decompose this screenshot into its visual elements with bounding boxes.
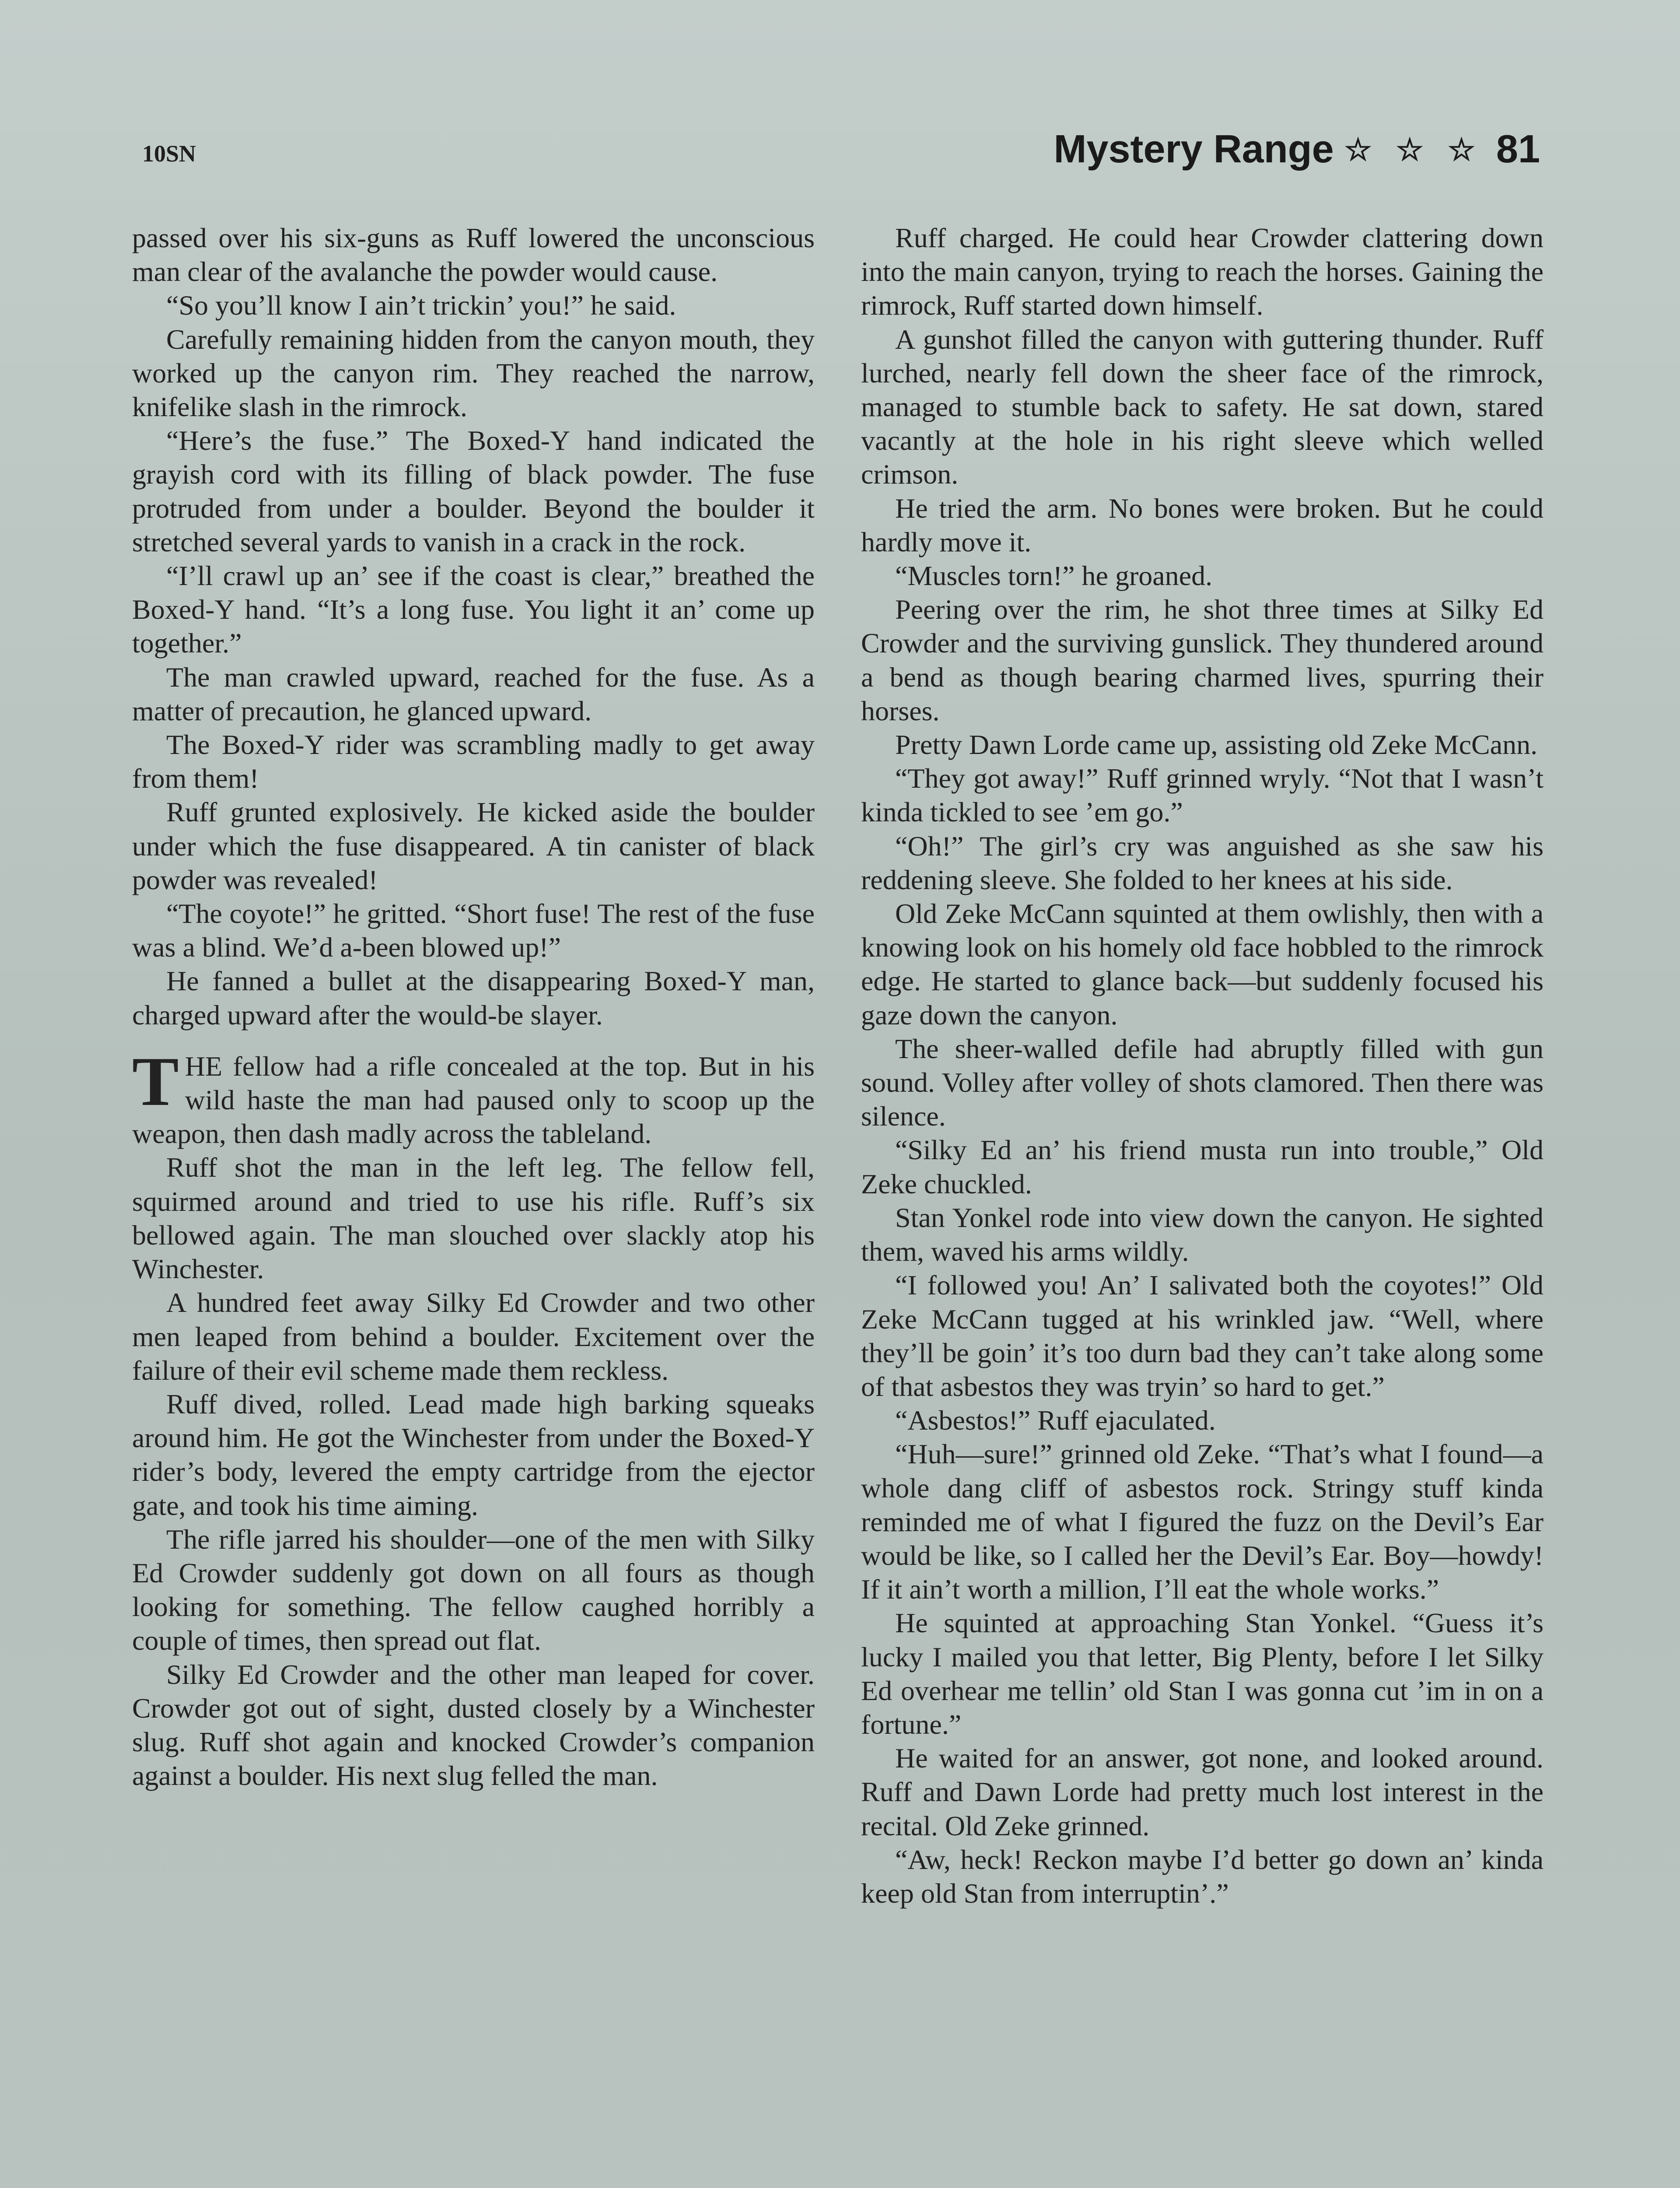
paragraph: Ruff charged. He could hear Crowder clattering down into the main canyon, trying to reach the horses. Gaining the rimrock, Ruff started down himself. (861, 222, 1544, 321)
paragraph: A hundred feet away Silky Ed Crowder and two other men leaped from behind a boulder. Excitement over the failure of their evil scheme made them reckless. (132, 1287, 815, 1386)
paragraph: “I’ll crawl up an’ see if the coast is clear,” breathed the Boxed-Y hand. “It’s a long fuse. You light it an’ come up together.” (132, 560, 815, 659)
paragraph: Carefully remaining hidden from the canyon mouth, they worked up the canyon rim. They reached the narrow, knifelike slash in the rimrock. (132, 323, 815, 423)
drop-cap-text: HE fellow had a rifle concealed at the top. But in his wild haste the man had paused only to scoop up the weapon, then dash madly across the tableland. (132, 1050, 815, 1150)
paragraph: He waited for an answer, got none, and looked around. Ruff and Dawn Lorde had pretty much lost interest in the recital. Old Zeke grinned. (861, 1743, 1544, 1841)
paragraph: “The coyote!” he gritted. “Short fuse! The rest of the fuse was a blind. We’d a-been blowed up!” (132, 898, 815, 963)
paragraph: He squinted at approaching Stan Yonkel. “Guess it’s lucky I mailed you that letter, Big Plenty, before I let Silky Ed overhear me tellin’ old Stan I was gonna cut ’im in on a fortune.” (861, 1607, 1544, 1740)
paragraph: Ruff dived, rolled. Lead made high barking squeaks around him. He got the Winchester from under the Boxed-Y rider’s body, levered the empty cartridge from the ejector gate, and took his time aiming. (132, 1388, 815, 1521)
paragraph: “Asbestos!” Ruff ejaculated. (895, 1405, 1216, 1436)
paragraph: The sheer-walled defile had abruptly filled with gun sound. Volley after volley of shots clamored. Then there was silence. (861, 1033, 1544, 1132)
paragraph: The Boxed-Y rider was scrambling madly to get away from them! (132, 729, 815, 794)
drop-cap: T (132, 1042, 179, 1120)
drop-cap-paragraph (132, 1042, 815, 1151)
paragraph: Stan Yonkel rode into view down the canyon. He sighted them, waved his arms wildly. (861, 1202, 1544, 1267)
paragraph: He fanned a bullet at the disappearing Boxed-Y man, charged upward after the would-be slayer. (132, 965, 815, 1031)
paragraph: “They got away!” Ruff grinned wryly. “Not that I wasn’t kinda tickled to see ’em go.” (861, 763, 1544, 828)
paragraph: “So you’ll know I ain’t trickin’ you!” he said. (166, 290, 676, 321)
paragraph: “Silky Ed an’ his friend musta run into trouble,” Old Zeke chuckled. (861, 1134, 1544, 1199)
running-head (1054, 127, 1540, 172)
page-header (131, 127, 1540, 193)
paragraph: “Muscles torn!” he groaned. (895, 560, 1213, 592)
paragraph: “Oh!” The girl’s cry was anguished as she saw his reddening sleeve. She folded to her knees at his side. (861, 830, 1544, 895)
paragraph: The rifle jarred his shoulder—one of the men with Silky Ed Crowder suddenly got down on all fours as though looking for something. The fellow caughed horribly a couple of times, then spread out flat. (132, 1523, 815, 1656)
paragraph: Old Zeke McCann squinted at them owlishly, then with a knowing look on his homely old face hobbled to the rimrock edge. He started to glance back—but suddenly focused his gaze down the canyon. (861, 898, 1544, 1031)
paragraph: The man crawled upward, reached for the fuse. As a matter of precaution, he glanced upward. (132, 661, 815, 726)
left-column (132, 221, 815, 1792)
running-title: Mystery Range (1054, 127, 1334, 171)
right-column (861, 221, 1544, 1910)
paragraph: Peering over the rim, he shot three times at Silky Ed Crowder and the surviving gunslick. They thundered around a bend as though bearing charmed lives, spurring their horses. (861, 594, 1544, 726)
star-icons: ☆ ☆ ☆ (1344, 132, 1483, 167)
page-number: 81 (1496, 127, 1540, 171)
paragraph: Pretty Dawn Lorde came up, assisting old Zeke McCann. (895, 729, 1538, 761)
paragraph: Silky Ed Crowder and the other man leaped for cover. Crowder got out of sight, dusted closely by a Winchester slug. Ruff shot again and knocked Crowder’s companion against a boulder. His next slug felled the man. (132, 1659, 815, 1792)
paragraph: Ruff shot the man in the left leg. The fellow fell, squirmed around and tried to use his rifle. Ruff’s six bellowed again. The man slouched over slackly atop his Winchester. (132, 1152, 815, 1285)
paragraph: “Huh—sure!” grinned old Zeke. “That’s what I found—a whole dang cliff of asbestos rock. Stringy stuff kinda reminded me of what I figured the fuzz on the Devil’s Ear would be like, so I called her the Devil’s Ear. Boy—howdy! If it ain’t worth a million, I’ll eat the whole works.” (861, 1438, 1544, 1605)
paragraph: “Aw, heck! Reckon maybe I’d better go down an’ kinda keep old Stan from interruptin’.” (861, 1844, 1544, 1909)
paragraph: passed over his six-guns as Ruff lowered the unconscious man clear of the avalanche the powder would cause. (132, 222, 815, 288)
paragraph: “I followed you! An’ I salivated both the coyotes!” Old Zeke McCann tugged at his wrinkled jaw. “Well, where they’ll be goin’ it’s too durn bad they can’t take along some of that asbestos they was tryin’ so hard to get.” (861, 1269, 1544, 1402)
paragraph: Ruff grunted explosively. He kicked aside the boulder under which the fuse disappeared. A tin canister of black powder was revealed! (132, 796, 815, 895)
paragraph: “Here’s the fuse.” The Boxed-Y hand indicated the grayish cord with its filling of black powder. The fuse protruded from under a boulder. Beyond the boulder it stretched several yards to vanish in a crack in the rock. (132, 425, 815, 558)
paragraph: A gunshot filled the canyon with guttering thunder. Ruff lurched, nearly fell down the sheer face of the rimrock, managed to stumble back to safety. He sat down, stared vacantly at the hole in his right sleeve which welled crimson. (861, 323, 1544, 490)
page-code: 10SN (142, 140, 196, 167)
paragraph: He tried the arm. No bones were broken. But he could hardly move it. (861, 492, 1544, 558)
